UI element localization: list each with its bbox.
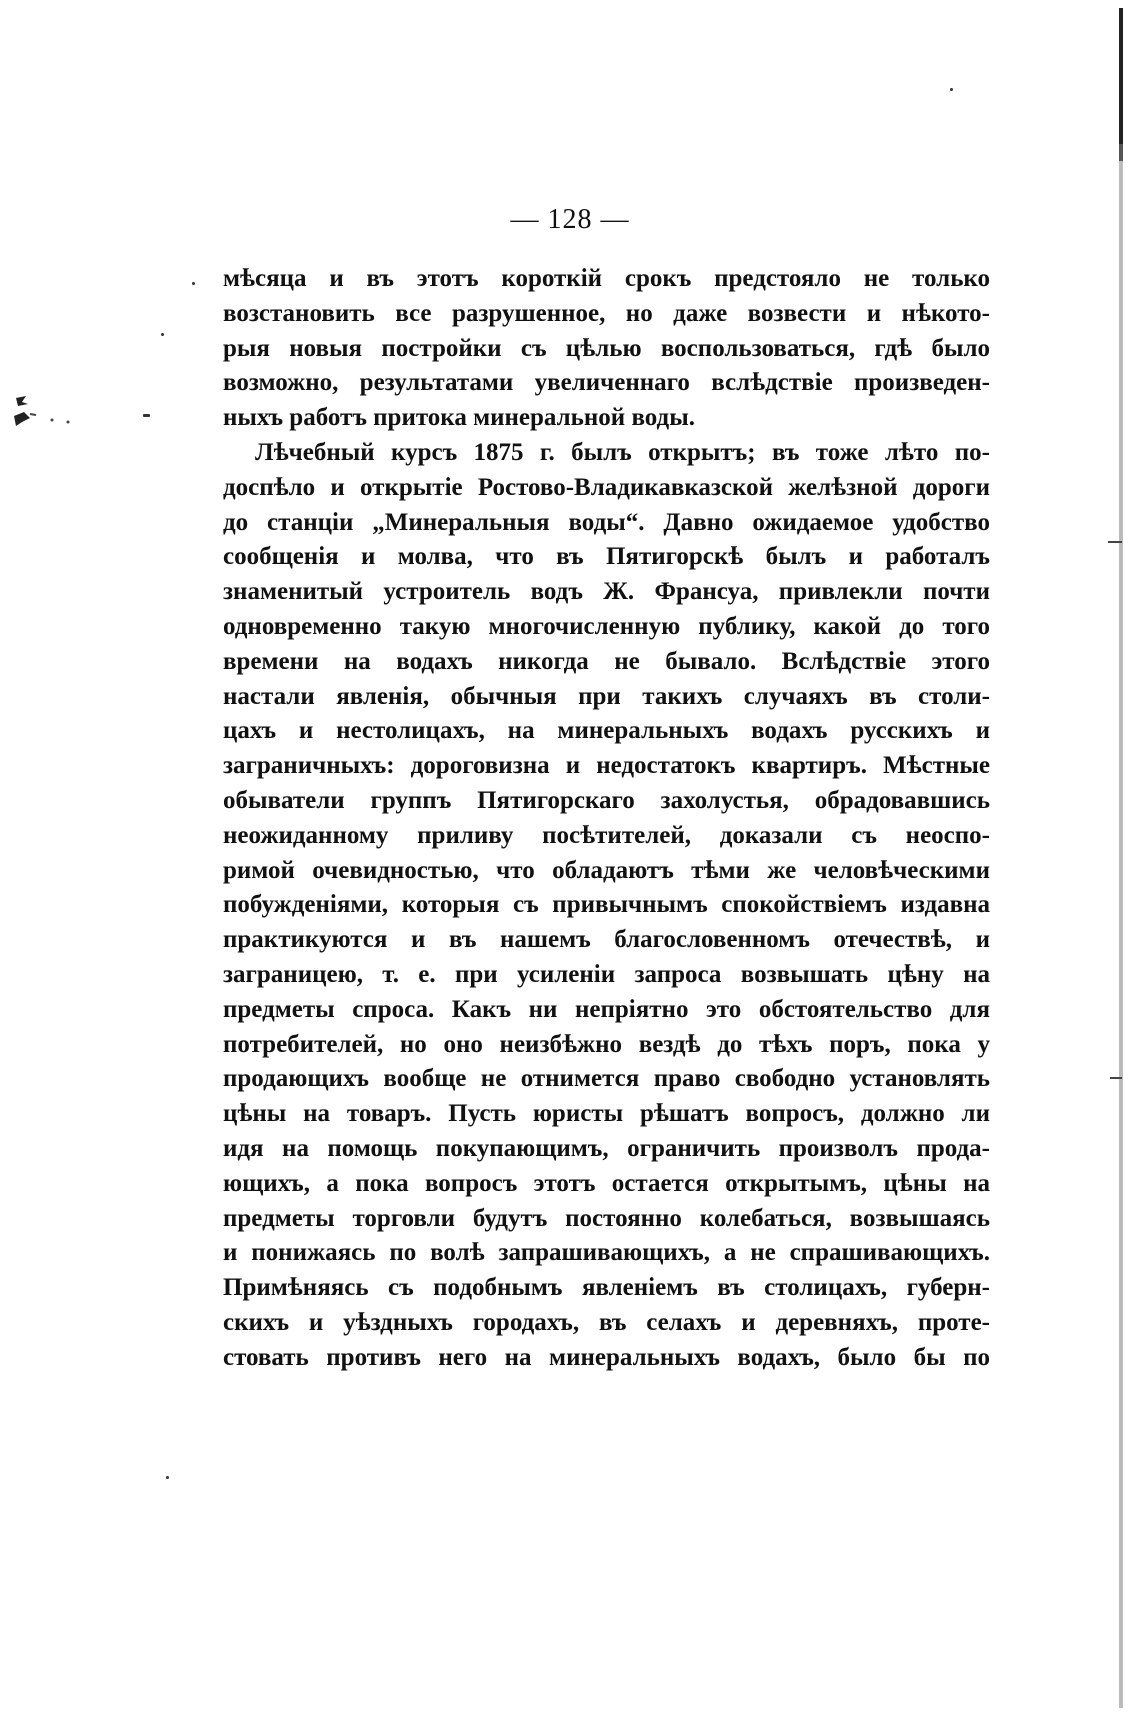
text-line: цѣны на товаръ. Пусть юристы рѣшатъ вопросъ, должно ли [223,1100,990,1128]
text-line: продающихъ вообще не отнимется право свободно установлять [223,1065,990,1093]
text-line: стовать противъ него на минеральныхъ водахъ, было бы по [223,1343,990,1371]
text-line: времени на водахъ никогда не бывало. Вслѣдствіе этого [223,647,990,675]
text-line: ющихъ, а пока вопросъ этотъ остается открытымъ, цѣны на [223,1169,990,1197]
text-line: практикуются и въ нашемъ благословенномъ отечествѣ, и [223,926,990,954]
text-line: возможно, результатами увеличеннаго вслѣдствіе произведен- [223,369,990,397]
paragraph-start-line: Лѣчебный курсъ 1875 г. былъ открытъ; въ тоже лѣто по- [255,438,990,466]
text-line: обыватели группъ Пятигорскаго захолустья, обрадовавшись [223,786,990,814]
text-line: предметы спроса. Какъ ни непріятно это обстоятельство для [223,995,990,1023]
scan-speck [192,282,195,285]
body-text [223,262,990,1376]
text-line: мѣсяца и въ этотъ короткій срокъ предстояло не только [223,265,990,292]
text-line: побужденіями, которыя съ привычнымъ спокойствіемъ издавна [223,891,990,919]
text-line: доспѣло и открытіе Ростово-Владикавказской желѣзной дороги [223,473,990,501]
scan-speck [950,88,953,91]
text-line: идя на помощь покупающимъ, ограничить произволъ прода- [223,1134,990,1162]
scan-speck [143,414,150,417]
text-line: ныхъ работъ притока минеральной воды. [223,404,695,432]
text-line: скихъ и уѣздныхъ городахъ, въ селахъ и деревняхъ, проте- [223,1308,990,1336]
text-line: знаменитый устроитель водъ Ж. Франсуа, привлекли почти [223,578,990,606]
text-line: цахъ и нестолицахъ, на минеральныхъ водахъ русскихъ и [223,717,990,745]
text-line: Примѣняясь съ подобнымъ явленіемъ въ столицахъ, губерн- [223,1274,990,1302]
text-line: сообщенія и молва, что въ Пятигорскѣ былъ и работалъ [223,543,990,571]
text-line: заграничныхъ: дороговизна и недостатокъ квартиръ. Мѣстные [223,752,990,780]
text-line: до станціи „Минеральныя воды“. Давно ожидаемое удобство [223,508,990,536]
text-line: одновременно такую многочисленную публику, какой до того [223,612,990,640]
text-line: и понижаясь по волѣ запрашивающихъ, а не спрашивающихъ. [223,1239,990,1267]
scan-edge-rule [1119,8,1123,1708]
scan-speck [161,333,164,336]
page-number: — 128 — [510,204,630,235]
text-line: заграницею, т. е. при усиленіи запроса возвышать цѣну на [223,960,990,988]
text-line: предметы торговли будутъ постоянно колебаться, возвышаясь [223,1204,990,1232]
text-line: настали явленія, обычныя при такихъ случаяхъ въ столи- [223,682,990,710]
text-line: римой очевидностью, что обладаютъ тѣми же человѣческими [223,856,990,884]
scan-edge-tick [1110,1077,1122,1079]
scan-edge-tick [1108,541,1122,543]
text-line: потребителей, но оно неизбѣжно вездѣ до тѣхъ поръ, пока у [223,1030,990,1058]
text-line: рыя новыя постройки съ цѣлью воспользоваться, гдѣ было [223,334,990,362]
text-line: возстановить все разрушенное, но даже возвести и нѣкото- [223,299,990,327]
text-line: неожиданному приливу посѣтителей, доказали съ неоспо- [223,821,990,849]
margin-ink-mark [10,392,80,442]
scan-speck [166,1476,169,1479]
